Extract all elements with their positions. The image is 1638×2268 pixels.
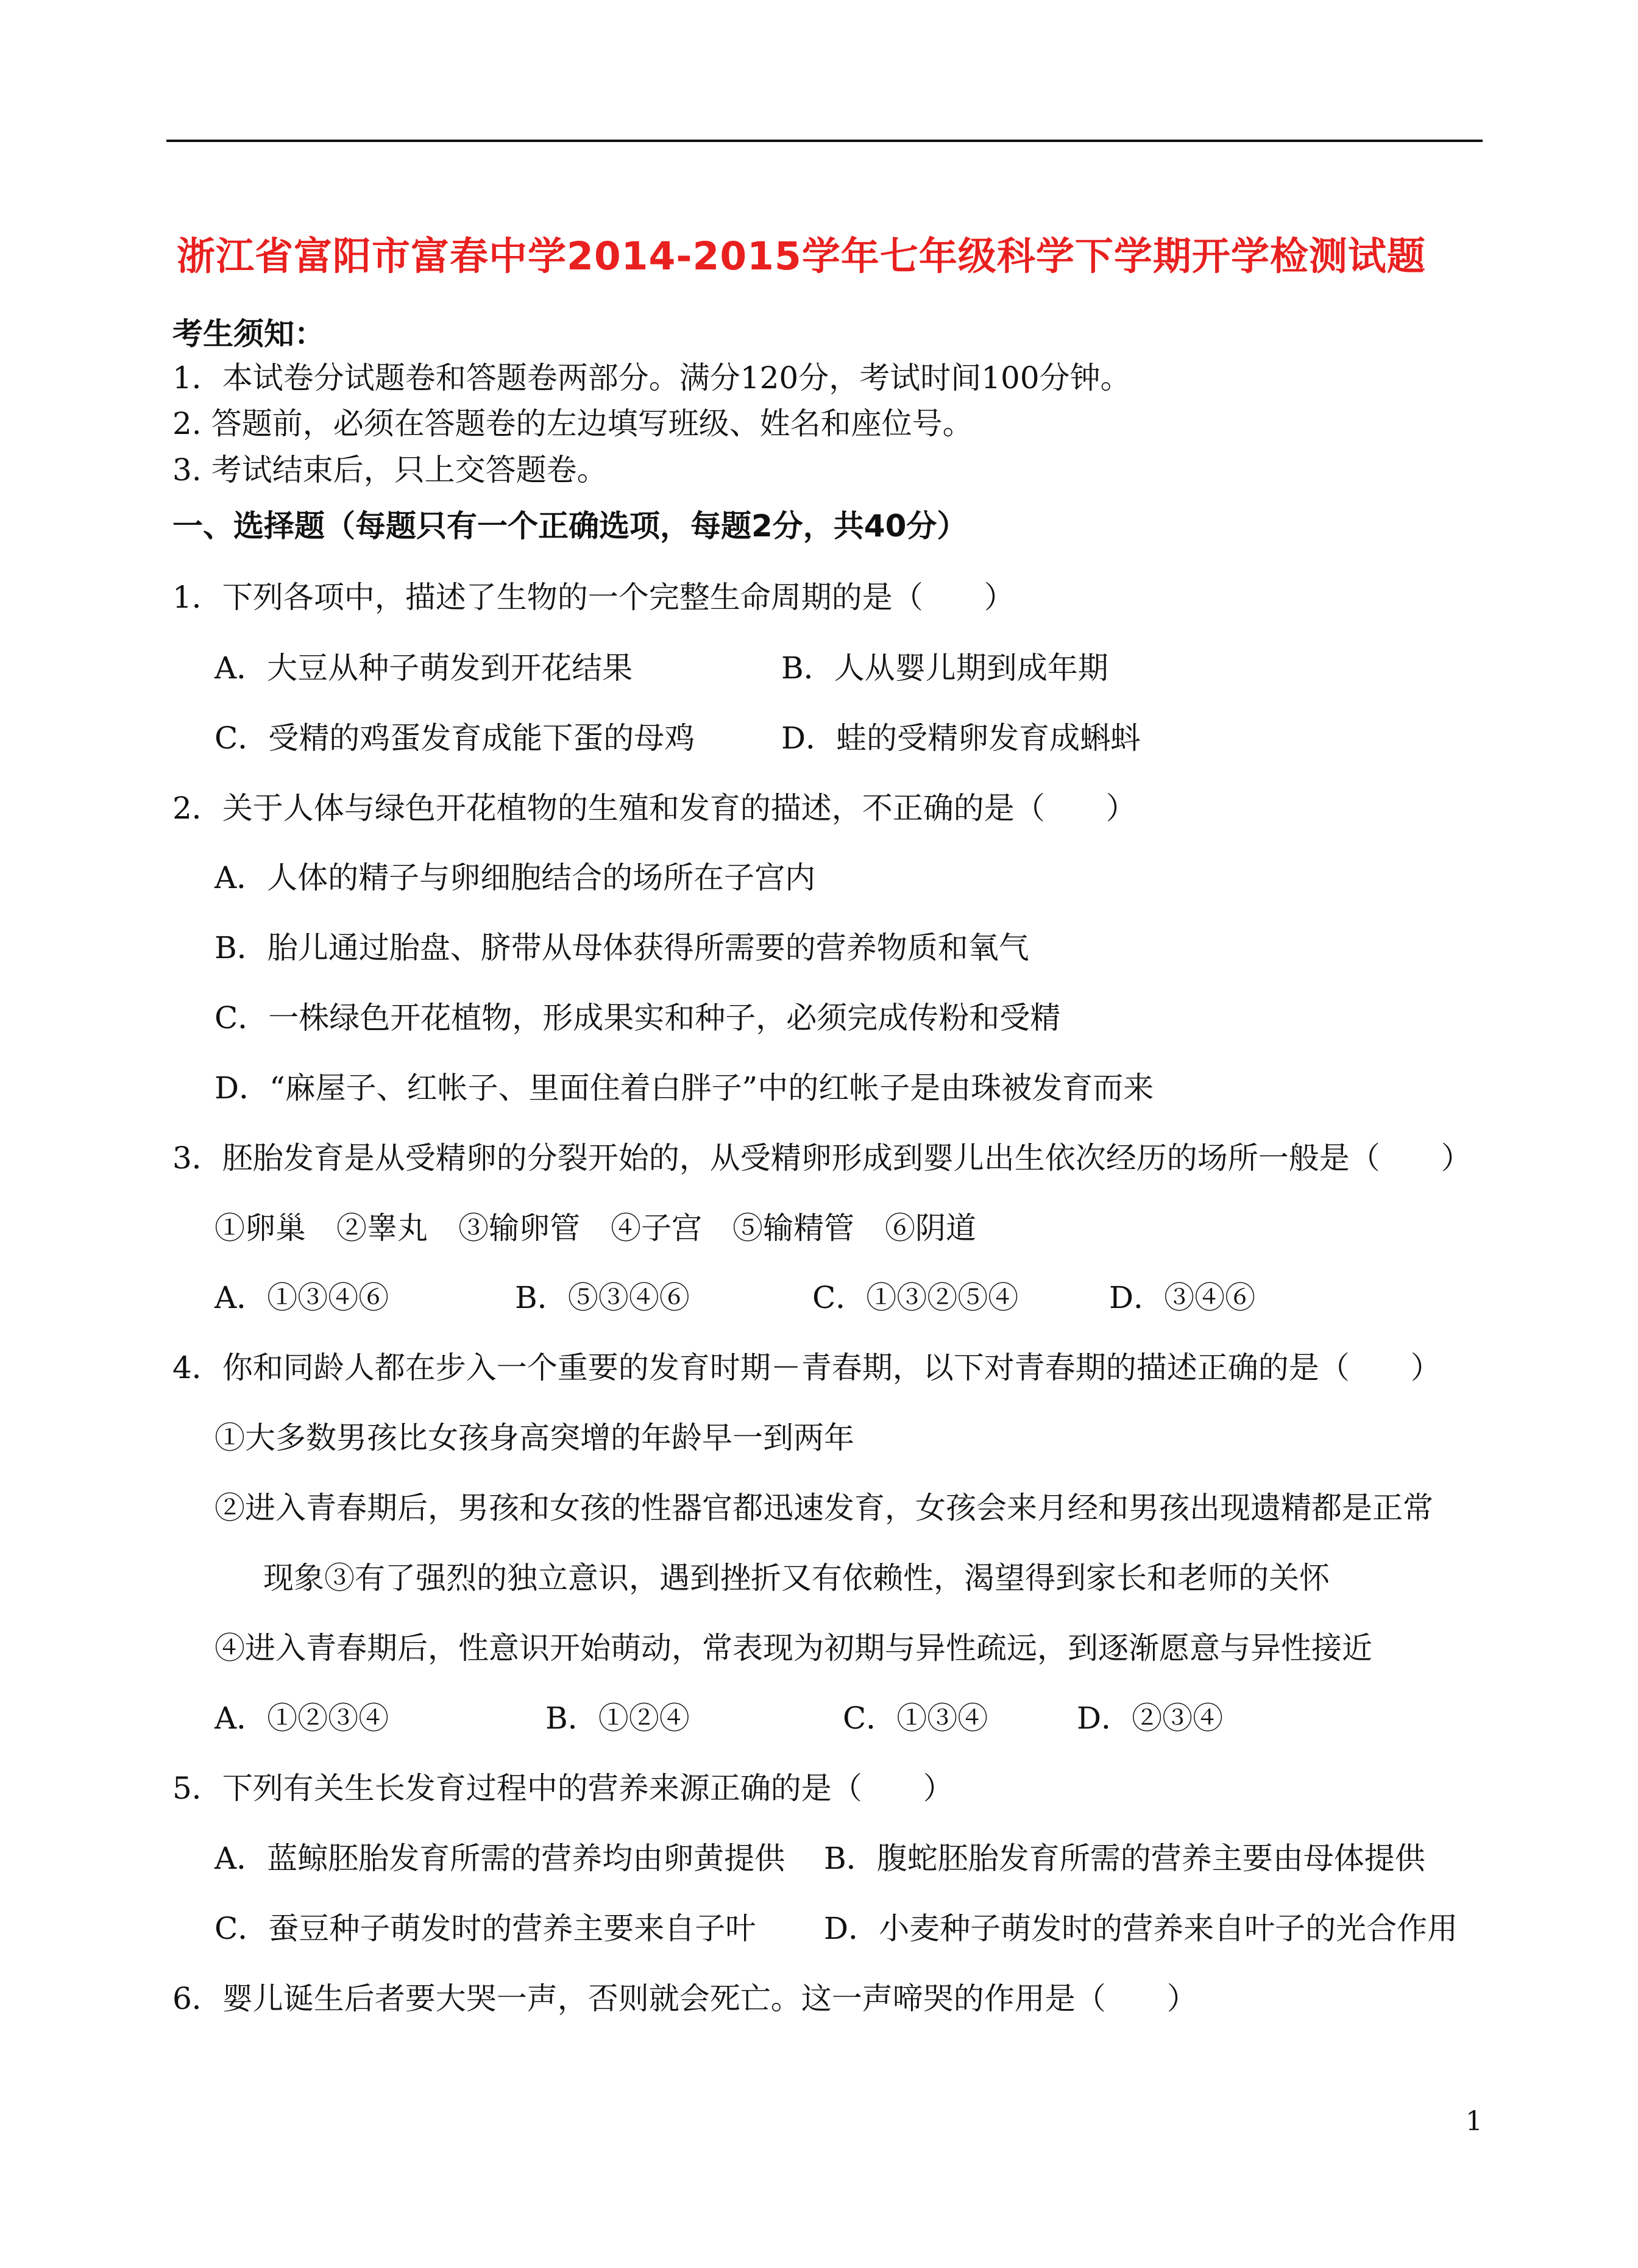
header-rule (166, 140, 1483, 142)
section-heading: 一、选择题（每题只有一个正确选项，每题2分，共40分） (172, 508, 968, 544)
option-c: C．①③②⑤④ (812, 1280, 1019, 1315)
option-a: A．人体的精子与卵细胞结合的场所在子宫内 (214, 860, 816, 895)
option-d: D．②③④ (1077, 1701, 1224, 1736)
option-d: D．小麦种子萌发时的营养来自叶子的光合作用 (824, 1911, 1458, 1946)
page-title: 浙江省富阳市富春中学2014-2015学年七年级科学下学期开学检测试题 (177, 234, 1426, 279)
question-stem: 4．你和同龄人都在步入一个重要的发育时期－青春期，以下对青春期的描述正确的是（ ） (172, 1350, 1441, 1385)
option-c: C．①③④ (843, 1701, 988, 1736)
option-b: B．①②④ (545, 1701, 690, 1736)
question-extra: ②进入青春期后，男孩和女孩的性器官都迅速发育，女孩会来月经和男孩出现遗精都是正常 (214, 1490, 1433, 1526)
question-stem: 5．下列有关生长发育过程中的营养来源正确的是（ ） (172, 1771, 954, 1806)
option-a: A．①③④⑥ (214, 1280, 389, 1315)
notice-item: 1．本试卷分试题卷和答题卷两部分。满分120分，考试时间100分钟。 (172, 360, 1131, 396)
notice-item: 2. 答题前，必须在答题卷的左边填写班级、姓名和座位号。 (172, 406, 973, 441)
question-stem: 1．下列各项中，描述了生物的一个完整生命周期的是（ ） (172, 580, 1015, 615)
option-c: C．蚕豆种子萌发时的营养主要来自子叶 (214, 1911, 756, 1946)
option-a: A．大豆从种子萌发到开花结果 (214, 650, 633, 686)
option-d: D．蛙的受精卵发育成蝌蚪 (781, 720, 1141, 756)
notice-item: 3. 考试结束后，只上交答题卷。 (172, 452, 608, 488)
question-stem: 2．关于人体与绿色开花植物的生殖和发育的描述，不正确的是（ ） (172, 791, 1136, 826)
option-c: C．一株绿色开花植物，形成果实和种子，必须完成传粉和受精 (214, 1000, 1061, 1036)
question-stem: 6．婴儿诞生后者要大哭一声，否则就会死亡。这一声啼哭的作用是（ ） (172, 1981, 1197, 2016)
question-extra: ①大多数男孩比女孩身高突增的年龄早一到两年 (214, 1420, 854, 1456)
option-b: B．胎儿通过胎盘、脐带从母体获得所需要的营养物质和氧气 (214, 930, 1029, 965)
option-b: B．⑤③④⑥ (515, 1280, 690, 1315)
option-d: D．“麻屋子、红帐子、里面住着白胖子”中的红帐子是由珠被发育而来 (214, 1070, 1154, 1106)
question-stem: 3．胚胎发育是从受精卵的分裂开始的，从受精卵形成到婴儿出生依次经历的场所一般是（ ） (172, 1140, 1472, 1176)
question-extra: 现象③有了强烈的独立意识，遇到挫折又有依赖性，渴望得到家长和老师的关怀 (263, 1560, 1330, 1596)
option-d: D．③④⑥ (1109, 1280, 1256, 1315)
question-extra: ①卵巢 ②睾丸 ③输卵管 ④子宫 ⑤输精管 ⑥阴道 (214, 1210, 976, 1246)
option-c: C．受精的鸡蛋发育成能下蛋的母鸡 (214, 720, 695, 756)
question-extra: ④进入青春期后，性意识开始萌动，常表现为初期与异性疏远，到逐渐愿意与异性接近 (214, 1630, 1372, 1666)
page-number: 1 (1466, 2106, 1483, 2137)
option-b: B．腹蛇胚胎发育所需的营养主要由母体提供 (824, 1841, 1425, 1876)
notice-heading: 考生须知： (172, 316, 325, 352)
option-a: A．①②③④ (214, 1701, 389, 1736)
option-b: B．人从婴儿期到成年期 (781, 650, 1108, 686)
option-a: A．蓝鲸胚胎发育所需的营养均由卵黄提供 (214, 1841, 785, 1876)
